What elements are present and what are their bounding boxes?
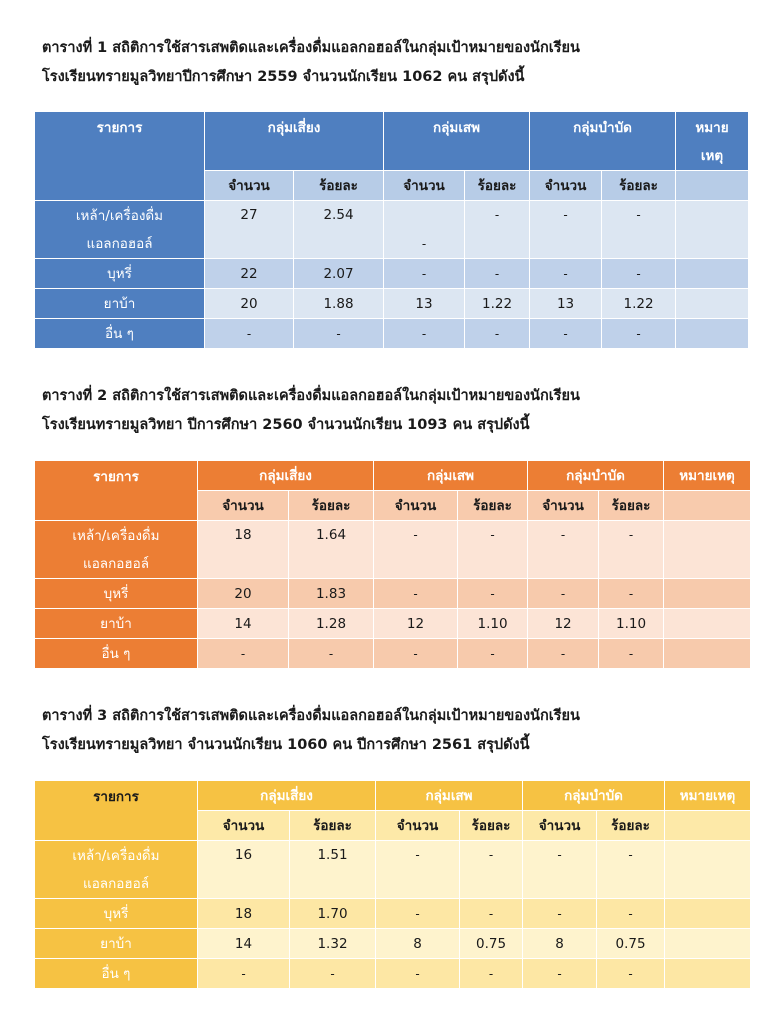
cell-risk-count: 18 bbox=[198, 899, 290, 929]
cell-use-percent: - bbox=[465, 319, 530, 349]
cell-treat-count: 8 bbox=[523, 929, 597, 959]
cell-risk-percent: 1.51 bbox=[290, 841, 376, 899]
cell-treat-percent: 0.75 bbox=[597, 929, 665, 959]
header-count: จำนวน bbox=[374, 491, 458, 521]
cell-use-count: - bbox=[384, 201, 465, 259]
row-label: ยาบ้า bbox=[35, 289, 205, 319]
header-percent: ร้อยละ bbox=[602, 171, 676, 201]
cell-use-count: - bbox=[374, 579, 458, 609]
row-label-line1: เหล้า/เครื่องดื่ม bbox=[75, 207, 164, 224]
table-row bbox=[35, 579, 751, 609]
header-group-treat: กลุ่มบำบัด bbox=[528, 461, 664, 491]
cell-remark bbox=[676, 201, 749, 259]
cell-risk-percent: 2.54 bbox=[294, 201, 384, 259]
cell-remark bbox=[665, 929, 751, 959]
cell-risk-count: 18 bbox=[198, 521, 289, 579]
header-percent: ร้อยละ bbox=[458, 491, 528, 521]
header-group-treat: กลุ่มบำบัด bbox=[523, 781, 665, 811]
row-label: อื่น ๆ bbox=[35, 319, 205, 349]
header-percent: ร้อยละ bbox=[294, 171, 384, 201]
row-label: ยาบ้า bbox=[35, 609, 198, 639]
header-group-use: กลุ่มเสพ bbox=[374, 461, 528, 491]
table-row bbox=[35, 609, 751, 639]
header-count: จำนวน bbox=[198, 491, 289, 521]
table-row bbox=[35, 841, 751, 899]
header-percent: ร้อยละ bbox=[290, 811, 376, 841]
table-row bbox=[35, 899, 751, 929]
row-label-line1: เหล้า/เครื่องดื่ม bbox=[72, 847, 160, 864]
row-label: ยาบ้า bbox=[35, 929, 198, 959]
table-2-caption bbox=[42, 382, 742, 440]
header-item: รายการ bbox=[35, 461, 198, 521]
header-count: จำนวน bbox=[205, 171, 294, 201]
cell-treat-percent: - bbox=[602, 319, 676, 349]
header-remark: หมายเหตุ bbox=[665, 781, 751, 811]
cell-risk-percent: - bbox=[294, 319, 384, 349]
row-label bbox=[35, 841, 198, 899]
table-row bbox=[35, 289, 749, 319]
cell-use-count: 12 bbox=[374, 609, 458, 639]
cell-treat-count: - bbox=[530, 319, 602, 349]
header-percent: ร้อยละ bbox=[289, 491, 374, 521]
header-percent: ร้อยละ bbox=[465, 171, 530, 201]
cell-use-percent: - bbox=[458, 521, 528, 579]
cell-treat-percent: - bbox=[597, 899, 665, 929]
cell-risk-percent: 2.07 bbox=[294, 259, 384, 289]
row-label bbox=[35, 521, 198, 579]
caption-line: โรงเรียนทรายมูลวิทยา จำนวนนักเรียน 1060 คน ปีการศึกษา 2561 สรุปดังนี้ bbox=[42, 737, 530, 753]
header-group-use: กลุ่มเสพ bbox=[384, 112, 530, 171]
cell-risk-percent: 1.70 bbox=[290, 899, 376, 929]
header-percent: ร้อยละ bbox=[599, 491, 664, 521]
cell-treat-count: - bbox=[530, 201, 602, 259]
row-label-line2: แอลกอฮอล์ bbox=[83, 555, 149, 572]
row-label-line2: แอลกอฮอล์ bbox=[83, 875, 149, 892]
header-count: จำนวน bbox=[376, 811, 460, 841]
cell-treat-percent: 1.10 bbox=[599, 609, 664, 639]
cell-remark bbox=[664, 521, 751, 579]
stats-table-2 bbox=[34, 460, 751, 669]
header-percent: ร้อยละ bbox=[597, 811, 665, 841]
cell-risk-count: 14 bbox=[198, 929, 290, 959]
header-count: จำนวน bbox=[198, 811, 290, 841]
cell-risk-count: 20 bbox=[205, 289, 294, 319]
cell-remark bbox=[664, 579, 751, 609]
row-label: บุหรี่ bbox=[35, 899, 198, 929]
cell-risk-count: 16 bbox=[198, 841, 290, 899]
cell-treat-count: - bbox=[523, 959, 597, 989]
header-group-use: กลุ่มเสพ bbox=[376, 781, 523, 811]
cell-risk-percent: 1.83 bbox=[289, 579, 374, 609]
table-row bbox=[35, 319, 749, 349]
table-3-caption bbox=[42, 702, 742, 760]
cell-risk-count: 20 bbox=[198, 579, 289, 609]
cell-risk-percent: 1.32 bbox=[290, 929, 376, 959]
cell-treat-percent: - bbox=[599, 521, 664, 579]
caption-line: ตารางที่ 2 สถิติการใช้สารเสพติดและเครื่องดื่มแอลกอฮอล์ในกลุ่มเป้าหมายของนักเรียน bbox=[42, 388, 580, 404]
header-remark-sub bbox=[665, 811, 751, 841]
cell-remark bbox=[664, 609, 751, 639]
cell-risk-percent: - bbox=[289, 639, 374, 669]
row-label-line2: แอลกอฮอล์ bbox=[86, 235, 153, 252]
row-label-line1: เหล้า/เครื่องดื่ม bbox=[72, 527, 160, 544]
cell-use-percent: - bbox=[458, 639, 528, 669]
cell-risk-percent: - bbox=[290, 959, 376, 989]
cell-risk-percent: 1.88 bbox=[294, 289, 384, 319]
header-group-risk: กลุ่มเสี่ยง bbox=[205, 112, 384, 171]
row-label bbox=[35, 201, 205, 259]
cell-remark bbox=[676, 319, 749, 349]
header-item: รายการ bbox=[35, 781, 198, 841]
header-count: จำนวน bbox=[523, 811, 597, 841]
cell-use-count: - bbox=[374, 639, 458, 669]
cell-treat-percent: - bbox=[599, 639, 664, 669]
cell-use-percent: - bbox=[460, 841, 523, 899]
table-1-caption bbox=[42, 34, 742, 92]
header-remark bbox=[676, 112, 749, 171]
row-label: อื่น ๆ bbox=[35, 959, 198, 989]
cell-treat-count: - bbox=[528, 521, 599, 579]
header-remark-line2: เหตุ bbox=[700, 148, 724, 164]
cell-treat-count: - bbox=[528, 639, 599, 669]
table-row bbox=[35, 639, 751, 669]
cell-use-count: 8 bbox=[376, 929, 460, 959]
cell-risk-percent: 1.28 bbox=[289, 609, 374, 639]
cell-use-percent: 1.10 bbox=[458, 609, 528, 639]
header-group-risk: กลุ่มเสี่ยง bbox=[198, 461, 374, 491]
cell-use-percent: 1.22 bbox=[465, 289, 530, 319]
cell-remark bbox=[676, 289, 749, 319]
cell-use-count: - bbox=[374, 521, 458, 579]
header-count: จำนวน bbox=[384, 171, 465, 201]
caption-line: โรงเรียนทรายมูลวิทยา ปีการศึกษา 2560 จำนวนนักเรียน 1093 คน สรุปดังนี้ bbox=[42, 417, 530, 433]
header-item: รายการ bbox=[35, 112, 205, 201]
header-percent: ร้อยละ bbox=[460, 811, 523, 841]
cell-use-count: - bbox=[376, 959, 460, 989]
header-count: จำนวน bbox=[530, 171, 602, 201]
cell-use-count: - bbox=[376, 841, 460, 899]
table-row bbox=[35, 959, 751, 989]
header-group-treat: กลุ่มบำบัด bbox=[530, 112, 676, 171]
stats-table-1 bbox=[34, 111, 749, 349]
cell-treat-count: - bbox=[523, 841, 597, 899]
header-group-risk: กลุ่มเสี่ยง bbox=[198, 781, 376, 811]
cell-use-percent: - bbox=[465, 259, 530, 289]
cell-treat-percent: - bbox=[602, 259, 676, 289]
cell-risk-count: - bbox=[198, 959, 290, 989]
cell-treat-count: 12 bbox=[528, 609, 599, 639]
cell-risk-percent: 1.64 bbox=[289, 521, 374, 579]
header-remark-line1: หมาย bbox=[695, 120, 729, 136]
cell-treat-percent: - bbox=[599, 579, 664, 609]
header-remark: หมายเหตุ bbox=[664, 461, 751, 491]
header-count: จำนวน bbox=[528, 491, 599, 521]
cell-risk-count: 27 bbox=[205, 201, 294, 259]
cell-risk-count: - bbox=[205, 319, 294, 349]
cell-treat-percent: - bbox=[597, 959, 665, 989]
table-row bbox=[35, 201, 749, 259]
table-row bbox=[35, 259, 749, 289]
cell-remark bbox=[676, 259, 749, 289]
stats-table-3 bbox=[34, 780, 751, 989]
table-row bbox=[35, 929, 751, 959]
cell-treat-count: - bbox=[528, 579, 599, 609]
cell-use-count: - bbox=[384, 319, 465, 349]
row-label: บุหรี่ bbox=[35, 579, 198, 609]
cell-treat-percent: - bbox=[597, 841, 665, 899]
caption-line: โรงเรียนทรายมูลวิทยาปีการศึกษา 2559 จำนวนนักเรียน 1062 คน สรุปดังนี้ bbox=[42, 69, 525, 85]
cell-remark bbox=[664, 639, 751, 669]
cell-treat-percent: 1.22 bbox=[602, 289, 676, 319]
cell-treat-percent: - bbox=[602, 201, 676, 259]
cell-use-count: - bbox=[384, 259, 465, 289]
cell-use-percent: - bbox=[458, 579, 528, 609]
caption-line: ตารางที่ 3 สถิติการใช้สารเสพติดและเครื่องดื่มแอลกอฮอล์ในกลุ่มเป้าหมายของนักเรียน bbox=[42, 708, 580, 724]
cell-remark bbox=[665, 841, 751, 899]
cell-use-count: 13 bbox=[384, 289, 465, 319]
cell-remark bbox=[665, 959, 751, 989]
cell-treat-count: - bbox=[530, 259, 602, 289]
table-row bbox=[35, 521, 751, 579]
caption-line: ตารางที่ 1 สถิติการใช้สารเสพติดและเครื่องดื่มแอลกอฮอล์ในกลุ่มเป้าหมายของนักเรียน bbox=[42, 40, 580, 56]
cell-use-percent: - bbox=[460, 899, 523, 929]
row-label: บุหรี่ bbox=[35, 259, 205, 289]
header-remark-sub bbox=[676, 171, 749, 201]
row-label: อื่น ๆ bbox=[35, 639, 198, 669]
cell-treat-count: - bbox=[523, 899, 597, 929]
cell-use-count: - bbox=[376, 899, 460, 929]
cell-risk-count: 14 bbox=[198, 609, 289, 639]
cell-risk-count: - bbox=[198, 639, 289, 669]
cell-use-percent: - bbox=[460, 959, 523, 989]
header-remark-sub bbox=[664, 491, 751, 521]
cell-risk-count: 22 bbox=[205, 259, 294, 289]
cell-use-percent: - bbox=[465, 201, 530, 259]
cell-treat-count: 13 bbox=[530, 289, 602, 319]
cell-use-percent: 0.75 bbox=[460, 929, 523, 959]
cell-remark bbox=[665, 899, 751, 929]
